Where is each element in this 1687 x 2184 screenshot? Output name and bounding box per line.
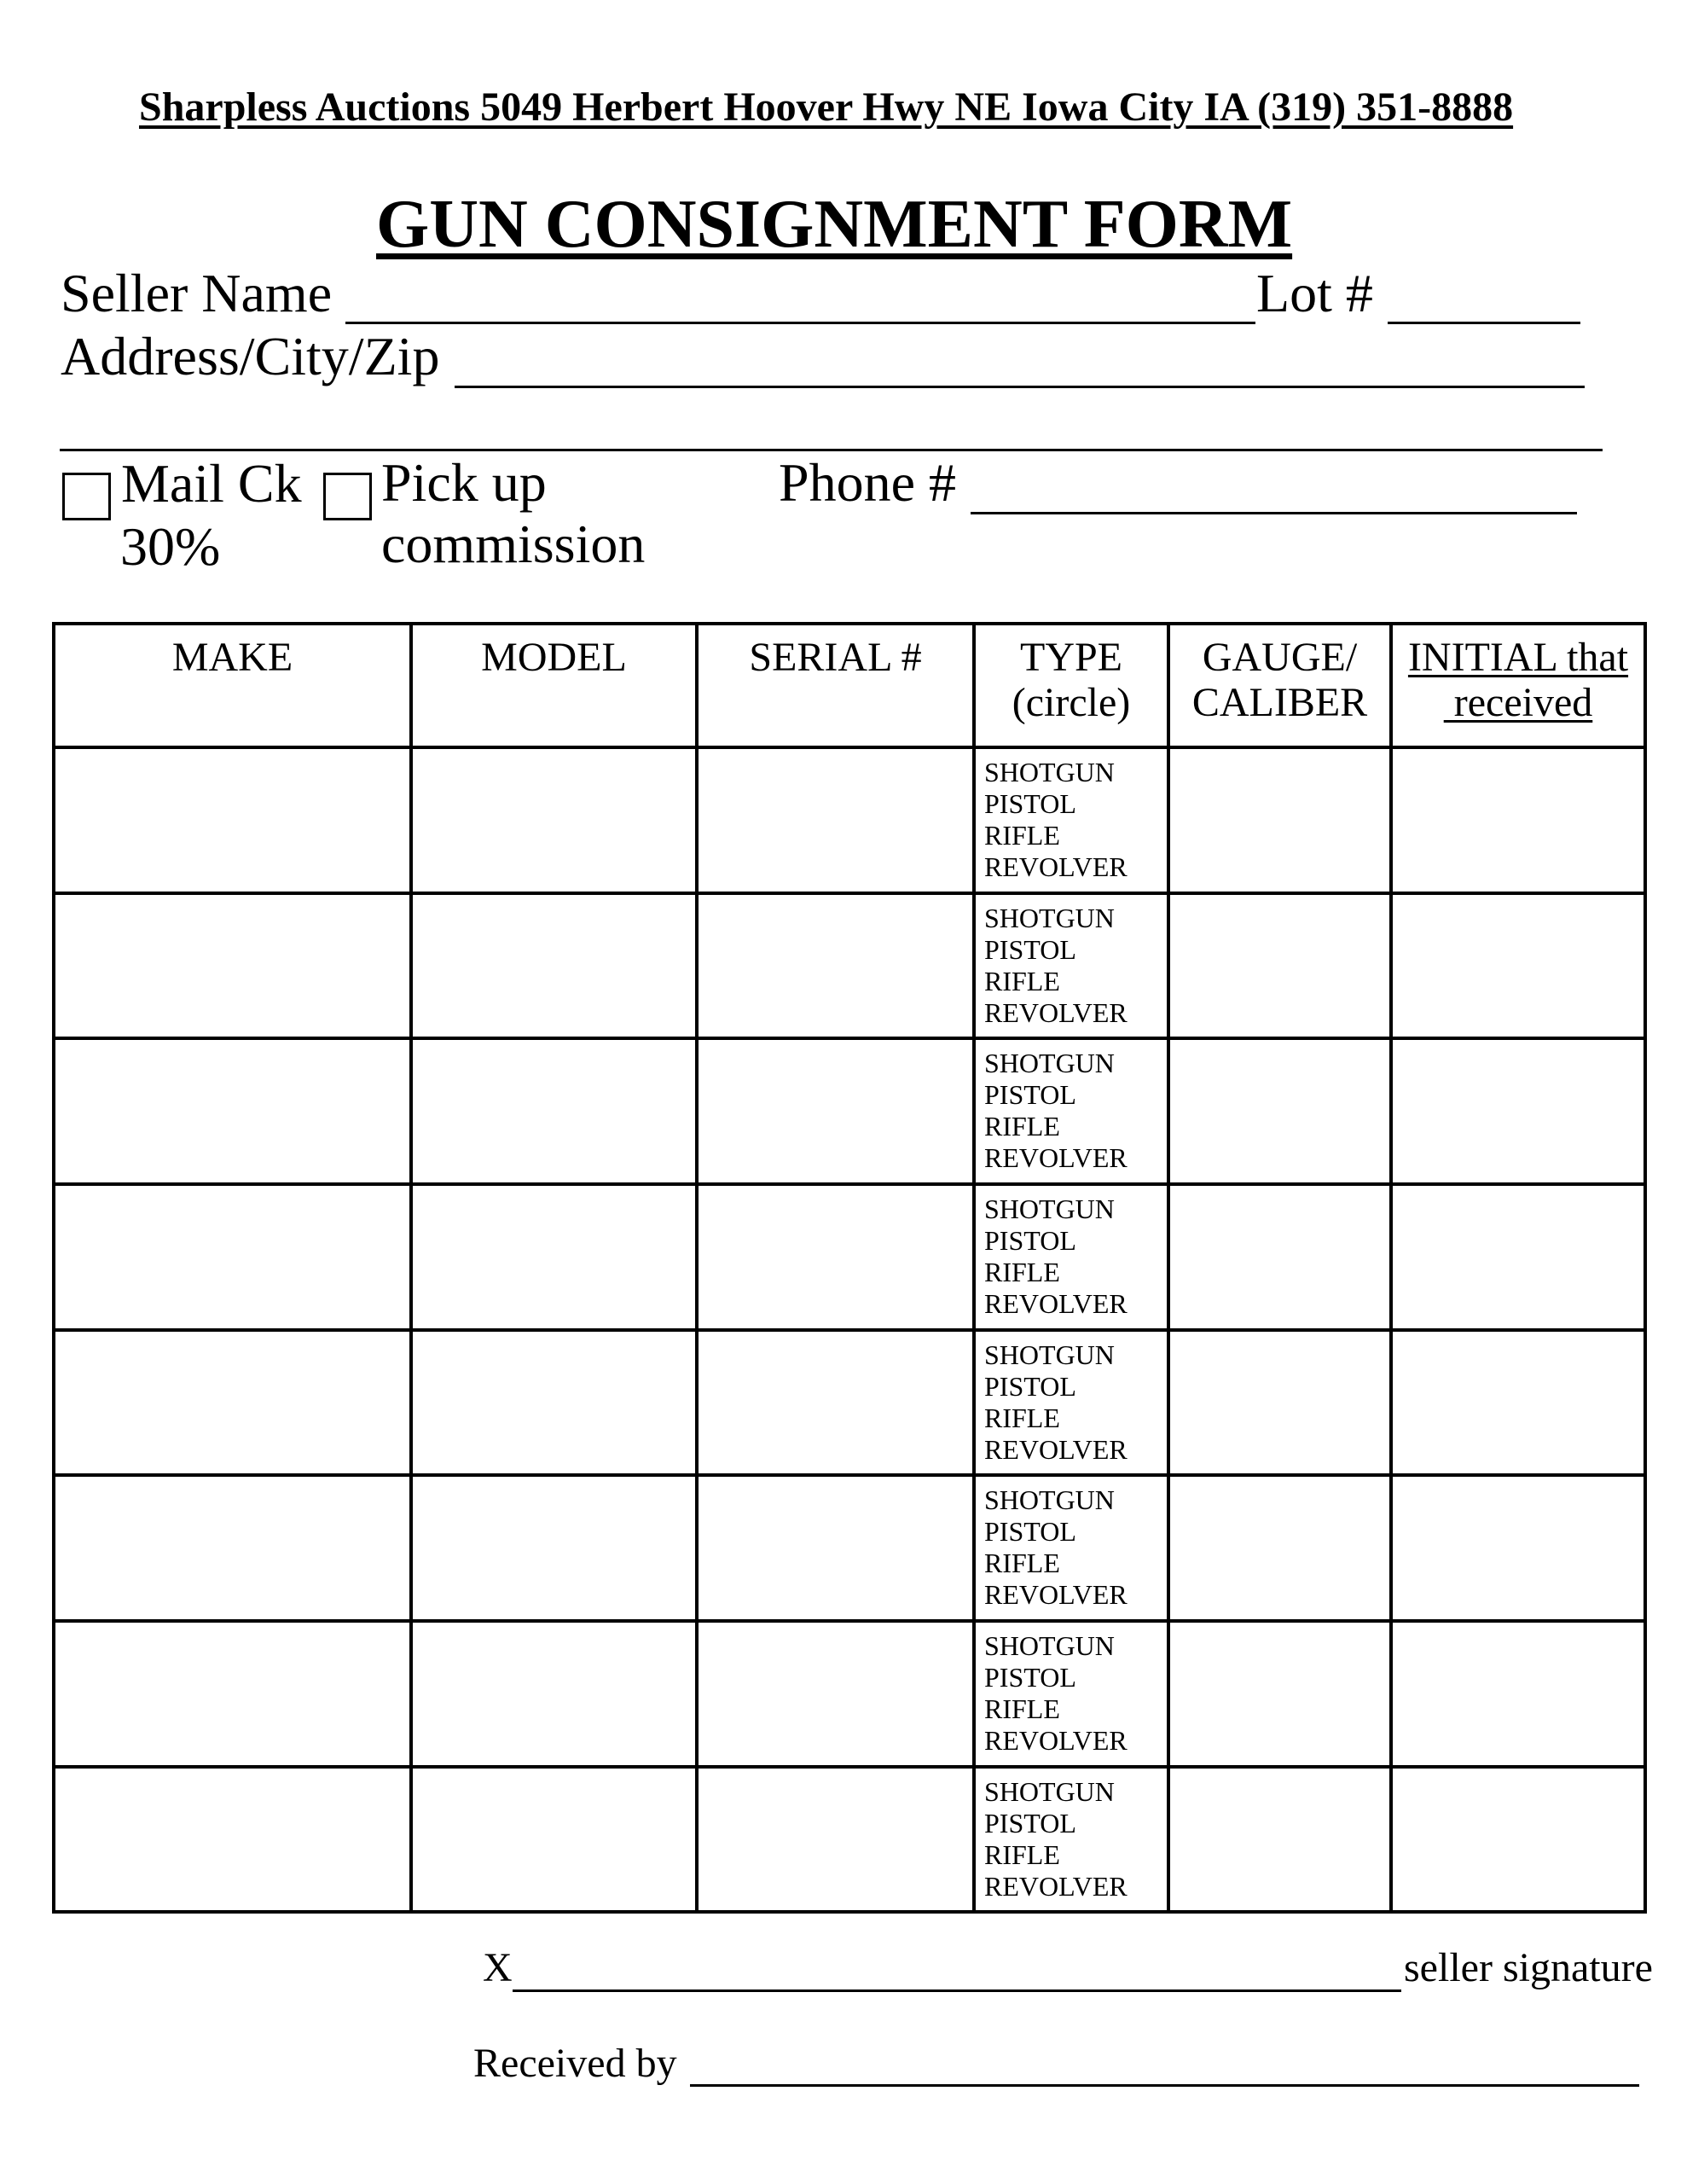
cell-type[interactable] [974,1621,1168,1767]
seller-signature-field[interactable] [513,1989,1401,1992]
type-option-pistol[interactable]: PISTOL [984,1225,1076,1256]
cell-initial[interactable] [1391,1621,1645,1767]
cell-make[interactable] [54,1038,411,1184]
type-options-list [976,1332,1167,1466]
column-header-initial-line-1 [1393,635,1644,680]
cell-gauge-caliber[interactable] [1168,747,1391,893]
cell-type[interactable] [974,1767,1168,1912]
seller-name-field[interactable] [345,322,1255,324]
type-option-revolver[interactable]: REVOLVER [984,1871,1128,1902]
cell-gauge-caliber[interactable] [1168,1038,1391,1184]
type-option-rifle[interactable]: RIFLE [984,820,1060,851]
cell-model[interactable] [411,1330,697,1475]
cell-model[interactable] [411,1475,697,1621]
type-options-list [976,1186,1167,1320]
column-header-type [974,624,1168,747]
mail-check-commission-label: 30% [120,516,221,577]
type-option-pistol[interactable]: PISTOL [984,1808,1076,1838]
cell-model[interactable] [411,1038,697,1184]
type-option-revolver[interactable]: REVOLVER [984,851,1128,882]
type-option-shotgun[interactable]: SHOTGUN [984,1339,1115,1370]
cell-serial[interactable] [697,1184,974,1330]
table-row [54,1184,1645,1330]
column-header-initial-label: INITIAL that [1407,635,1629,680]
type-option-pistol[interactable]: PISTOL [984,788,1076,819]
column-header-received-label: received [1443,680,1593,725]
cell-serial[interactable] [697,747,974,893]
type-option-revolver[interactable]: REVOLVER [984,1288,1128,1319]
column-header-serial-label: SERIAL # [749,635,922,680]
cell-initial[interactable] [1391,747,1645,893]
cell-serial[interactable] [697,893,974,1038]
phone-field[interactable] [971,512,1577,514]
type-option-pistol[interactable]: PISTOL [984,1516,1076,1547]
column-header-model-label: MODEL [481,635,627,680]
cell-serial[interactable] [697,1038,974,1184]
cell-initial[interactable] [1391,1038,1645,1184]
type-option-shotgun[interactable]: SHOTGUN [984,1776,1115,1807]
table-header-row [54,624,1645,747]
type-option-shotgun[interactable]: SHOTGUN [984,1048,1115,1078]
table-row [54,893,1645,1038]
cell-make[interactable] [54,1767,411,1912]
type-option-pistol[interactable]: PISTOL [984,1079,1076,1110]
type-option-rifle[interactable]: RIFLE [984,1548,1060,1578]
cell-gauge-caliber[interactable] [1168,1475,1391,1621]
cell-initial[interactable] [1391,1767,1645,1912]
cell-serial[interactable] [697,1475,974,1621]
table-row [54,747,1645,893]
cell-make[interactable] [54,1475,411,1621]
type-option-rifle[interactable]: RIFLE [984,1693,1060,1724]
cell-serial[interactable] [697,1621,974,1767]
cell-initial[interactable] [1391,893,1645,1038]
type-option-rifle[interactable]: RIFLE [984,1403,1060,1433]
cell-make[interactable] [54,747,411,893]
received-by-field[interactable] [690,2084,1639,2087]
cell-initial[interactable] [1391,1184,1645,1330]
type-options-list [976,1040,1167,1174]
type-option-revolver[interactable]: REVOLVER [984,1725,1128,1756]
pick-up-commission-label: commission [381,514,646,574]
type-options-list [976,1477,1167,1611]
mail-check-label: Mail Ck [121,453,302,514]
cell-model[interactable] [411,893,697,1038]
type-option-shotgun[interactable]: SHOTGUN [984,1194,1115,1224]
type-options-list [976,1769,1167,1902]
cell-type[interactable] [974,1475,1168,1621]
cell-gauge-caliber[interactable] [1168,1330,1391,1475]
type-option-shotgun[interactable]: SHOTGUN [984,1484,1115,1515]
table-body [54,747,1645,1912]
cell-model[interactable] [411,1184,697,1330]
column-header-serial [697,624,974,747]
type-option-rifle[interactable]: RIFLE [984,966,1060,996]
seller-name-label: Seller Name [61,263,333,323]
type-option-revolver[interactable]: REVOLVER [984,1579,1128,1610]
cell-make[interactable] [54,1330,411,1475]
type-option-revolver[interactable]: REVOLVER [984,997,1128,1028]
type-options-list [976,749,1167,883]
cell-serial[interactable] [697,1767,974,1912]
seller-signature-label: seller signature [1404,1945,1653,1990]
cell-gauge-caliber[interactable] [1168,893,1391,1038]
cell-model[interactable] [411,1621,697,1767]
column-header-make [54,624,411,747]
column-header-gauge-label: GAUGE/ [1202,635,1358,680]
address-field-line-2[interactable] [60,449,1603,451]
phone-label: Phone # [779,452,956,513]
column-header-make-label: MAKE [171,635,293,680]
type-option-pistol[interactable]: PISTOL [984,1371,1076,1402]
table-row [54,1475,1645,1621]
cell-model[interactable] [411,1767,697,1912]
cell-gauge-caliber[interactable] [1168,1621,1391,1767]
address-field[interactable] [455,386,1585,388]
cell-gauge-caliber[interactable] [1168,1184,1391,1330]
cell-gauge-caliber[interactable] [1168,1767,1391,1912]
cell-make[interactable] [54,1184,411,1330]
cell-initial[interactable] [1391,1475,1645,1621]
column-header-initial [1391,624,1645,747]
type-option-pistol[interactable]: PISTOL [984,934,1076,965]
signature-x-mark: X [483,1945,513,1990]
type-option-rifle[interactable]: RIFLE [984,1111,1060,1141]
lot-number-field[interactable] [1388,322,1580,324]
cell-serial[interactable] [697,1330,974,1475]
table-row [54,1038,1645,1184]
pick-up-label: Pick up [381,452,547,513]
type-option-revolver[interactable]: REVOLVER [984,1434,1128,1465]
cell-type[interactable] [974,893,1168,1038]
cell-initial[interactable] [1391,1330,1645,1475]
column-header-initial-line-2 [1393,680,1644,725]
gun-consignment-table [52,622,1647,1914]
business-address-header: Sharpless Auctions 5049 Herbert Hoover Hwy NE Iowa City IA (319) 351-8888 [139,84,1514,130]
column-header-type-label: TYPE [1020,635,1122,680]
type-options-list [976,1623,1167,1757]
type-option-revolver[interactable]: REVOLVER [984,1142,1128,1173]
table-row [54,1330,1645,1475]
address-label: Address/City/Zip [61,326,440,386]
table-row [54,1767,1645,1912]
type-option-shotgun[interactable]: SHOTGUN [984,903,1115,933]
column-header-caliber-label: CALIBER [1191,680,1368,725]
type-option-shotgun[interactable]: SHOTGUN [984,757,1115,787]
received-by-label: Received by [473,2041,677,2086]
cell-type[interactable] [974,1184,1168,1330]
type-option-shotgun[interactable]: SHOTGUN [984,1630,1115,1661]
table-row [54,1621,1645,1767]
cell-type[interactable] [974,747,1168,893]
lot-number-label: Lot # [1256,263,1373,323]
cell-type[interactable] [974,1038,1168,1184]
cell-make[interactable] [54,1621,411,1767]
type-option-rifle[interactable]: RIFLE [984,1257,1060,1287]
type-option-rifle[interactable]: RIFLE [984,1839,1060,1870]
cell-type[interactable] [974,1330,1168,1475]
type-options-list [976,895,1167,1029]
type-option-pistol[interactable]: PISTOL [984,1662,1076,1693]
pick-up-checkbox[interactable] [323,473,372,520]
page-title: GUN CONSIGNMENT FORM [376,187,1293,262]
cell-model[interactable] [411,747,697,893]
cell-make[interactable] [54,893,411,1038]
column-header-gauge-caliber [1168,624,1391,747]
mail-check-checkbox[interactable] [62,473,111,520]
column-header-model [411,624,697,747]
column-header-type-hint: (circle) [1012,680,1131,725]
